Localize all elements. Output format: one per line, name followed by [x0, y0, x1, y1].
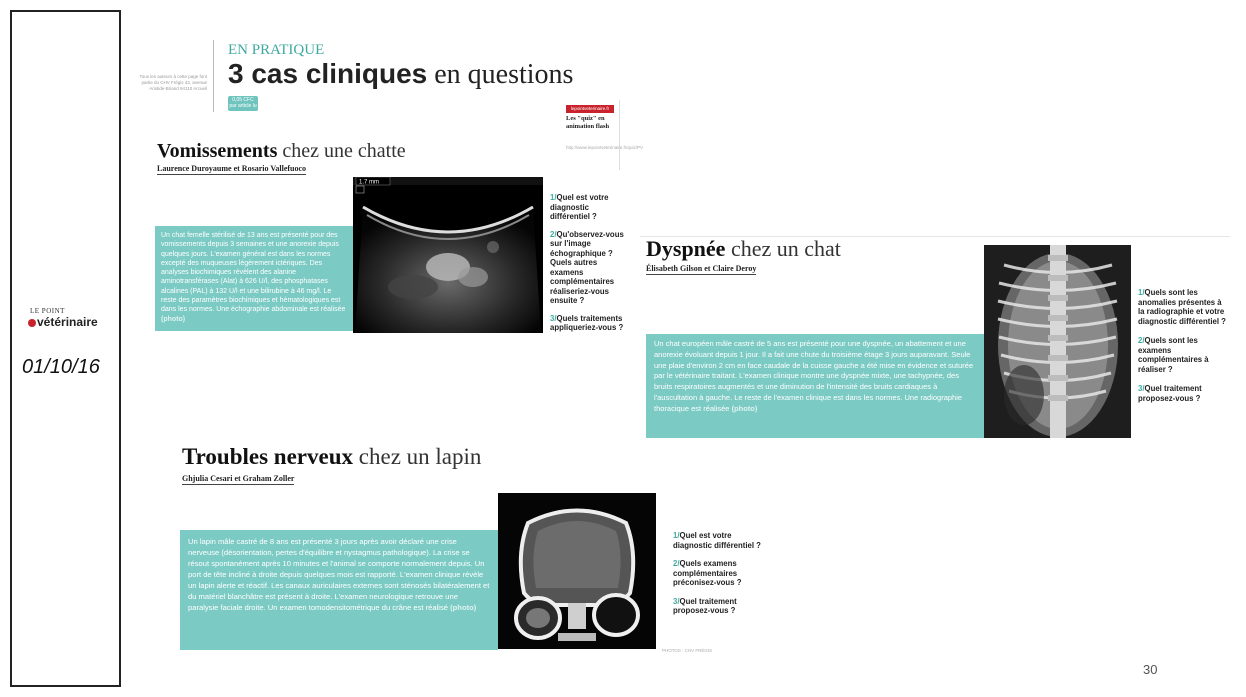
- case1-text-box: [155, 226, 353, 331]
- question-text: Qu'observez-vous sur l'image échographique ? Quels autres examens complémentaires réaliseriez-vous ensuite ?: [550, 229, 624, 305]
- brand-dot-icon: [28, 319, 36, 327]
- case1-question: [550, 314, 625, 333]
- case2-question: [1138, 336, 1230, 374]
- case2-questions: [1138, 288, 1230, 411]
- page-title-bold: 3 cas cliniques: [228, 58, 428, 89]
- case3-text: [188, 536, 490, 613]
- sidebar-frame: [10, 10, 121, 687]
- case3-title-rest: chez un lapin: [353, 444, 482, 469]
- brand-logo-text: vétérinaire: [37, 315, 98, 329]
- case2-title-bold: Dyspnée: [646, 236, 726, 261]
- case1-text-body: Un chat femelle stérilisé de 13 ans est présenté pour des vomissements depuis 3 semaines et une anorexie depuis quelques jours. L'examen général est dans les normes excepté des muqueuses légèrement ictériques. Des analyses biochimiques révèlent des alanine aminotransférases (Alat) à 626 U/l, des phosphatases alcalines (PAL) à 132 U/l et une bilirubine à 46 mg/l. Le reste des paramètres biochimiques et hématologiques est dans les normes. Une échographie abdominale est réalisée: [161, 232, 346, 314]
- brand-logo: [28, 315, 98, 329]
- cfc-badge: [228, 96, 258, 111]
- case3-text-body: Un lapin mâle castré de 8 ans est présenté 3 jours après avoir déclaré une crise nerveuse (désorientation, pertes d'équilibre et nystagmus pathologique). La crise se résout spontanément après 10 minutes et l'animal se comporte normalement depuis. Un port de tête incliné à droite depuis quelques mois est rapporté. L'examen clinique révèle un lapin alerte et réactif. Les canaux auriculaires externes sont sténosés bilatéralement et du matériel blanchâtre est présent à droite. L'examen neurologique retrouve une paralysie faciale droite. Un examen tomodensitométrique du crâne est réalisé: [188, 537, 490, 612]
- case2-text-box: [646, 334, 984, 438]
- question-number: 1/: [673, 531, 680, 540]
- case3-text-box: [180, 530, 498, 650]
- question-text: Quel traitement proposez-vous ?: [673, 596, 737, 615]
- brand-logo-small: LE POINT: [30, 307, 65, 315]
- quiz-url-badge[interactable]: lepointveterinaire.fr: [566, 105, 614, 113]
- question-number: 2/: [673, 559, 680, 568]
- quiz-text: Les "quiz" en animation flash: [566, 115, 610, 130]
- case1-ultrasound-image: [353, 177, 543, 333]
- question-number: 2/: [550, 229, 557, 239]
- question-number: 3/: [673, 596, 680, 606]
- case3-title-bold: Troubles nerveux: [182, 444, 354, 469]
- publication-date: 01/10/16: [22, 356, 100, 378]
- question-text: Quel traitement proposez-vous ?: [1138, 384, 1202, 403]
- case1-photo-tag: (photo): [161, 315, 186, 323]
- quiz-divider: [619, 100, 620, 170]
- question-number: 1/: [1138, 288, 1145, 297]
- question-text: Quels traitements appliqueriez-vous ?: [550, 313, 624, 332]
- case2-question: [1138, 384, 1230, 403]
- cfc-badge-line1: 0,05 CFC: [232, 97, 254, 103]
- case2-radiograph-image: [984, 245, 1131, 438]
- page-title-rest: en questions: [427, 59, 574, 90]
- case3-title: [182, 444, 481, 470]
- question-number: 3/: [550, 313, 557, 323]
- photos-credit: PHOTOS : CHV FRÉGIS: [662, 648, 713, 653]
- section-kicker: EN PRATIQUE: [228, 42, 325, 58]
- question-text: Quels sont les anomalies présentes à la radiographie et votre diagnostic différentiel ?: [1138, 288, 1226, 326]
- case1-question: [550, 193, 625, 222]
- case2-text-body: Un chat européen mâle castré de 5 ans est présenté pour une dyspnée, un abattement et une anorexie évoluant depuis 1 jour. Il a fait une chute du troisième étage 3 jours auparavant. Seule une plaie d'environ 2 cm en face caudale de la cuisse gauche a été mise en évidence et suturée par le vétérinaire traitant. L'examen clinique montre une dyspnée mixte, une tachypnée, des bruits respiratoires augmentés et une diminution de l'intensité des bruits cardiaques à l'auscultation à gauche. Le reste de l'examen clinique est dans les normes. Une radiographie thoracique est réalisée: [654, 339, 974, 413]
- question-text: Quels examens complémentaires préconisez-vous ?: [673, 559, 742, 587]
- authors-note: Tous les auteurs à cette page font partie du CHV Frégis 43, avenue Aristide-Briand 94110 Arcueil: [139, 74, 207, 91]
- case3-question: [673, 559, 763, 588]
- case3-question: [673, 597, 763, 616]
- question-text: Quels sont les examens complémentaires à réaliser ?: [1138, 336, 1209, 374]
- case3-question: [673, 531, 763, 550]
- case2-text: [654, 339, 976, 415]
- case3-ct-image: [498, 493, 656, 649]
- case2-title: [646, 236, 841, 262]
- case2-question: [1138, 288, 1230, 326]
- case3-questions: [673, 531, 763, 624]
- question-number: 1/: [550, 193, 557, 202]
- case1-image-label: 1.7 mm: [359, 179, 380, 186]
- case3-authors: Ghjulia Cesari et Graham Zoller: [182, 474, 295, 483]
- header-divider: [213, 40, 214, 112]
- case1-title-rest: chez une chatte: [277, 140, 406, 162]
- quiz-link[interactable]: http://www.lepointveterinaire.fr/quiz/PV: [566, 145, 644, 150]
- case1-title: [157, 140, 406, 163]
- case1-text: [161, 231, 347, 324]
- case2-authors: Élisabeth Gilson et Claire Deroy: [646, 264, 757, 273]
- case1-question: [550, 230, 625, 306]
- case1-authors: Laurence Duroyaume et Rosario Vallefuoco: [157, 164, 307, 173]
- question-text: Quel est votre diagnostic différentiel ?: [550, 193, 609, 221]
- case2-title-rest: chez un chat: [725, 236, 841, 261]
- case1-title-bold: Vomissements: [157, 140, 278, 162]
- case3-photo-tag: (photo): [450, 603, 477, 612]
- case2-photo-tag: (photo): [731, 403, 758, 413]
- question-number: 2/: [1138, 336, 1145, 345]
- page-number: 30: [1143, 662, 1158, 677]
- case1-questions: [550, 193, 625, 341]
- question-text: Quel est votre diagnostic différentiel ?: [673, 531, 761, 550]
- cfc-badge-line2: par article lu: [229, 103, 257, 109]
- page-title: [228, 58, 573, 91]
- question-number: 3/: [1138, 384, 1145, 393]
